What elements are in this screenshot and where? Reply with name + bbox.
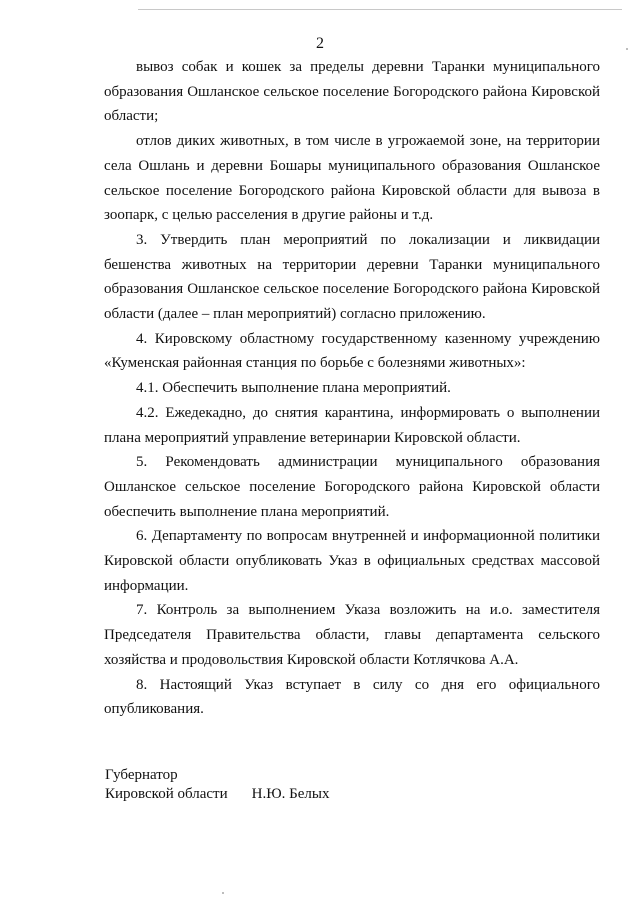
signature-block [105, 766, 329, 804]
signature-region: Кировской области [105, 786, 228, 802]
scan-top-edge-line [138, 9, 622, 10]
paragraph-item-8: 8. Настоящий Указ вступает в силу со дня его официального опубликования. [104, 676, 600, 718]
signature-name: Н.Ю. Белых [251, 786, 330, 802]
paragraph-wild-animals: отлов диких животных, в том числе в угрожаемой зоне, на территории села Ошлань и деревни Бошары муниципального образования Ошланское сельское поселение Богородского района Кировской области для вывоза в зоопарк, с целью расселения в другие районы и т.д. [104, 133, 600, 224]
paragraph-item-4: 4. Кировскому областному государственному казенному учреждению «Куменская районная станция по борьбе с болезнями животных»: [104, 330, 600, 372]
scan-speck [222, 892, 224, 894]
signature-title: Губернатор [105, 767, 178, 783]
paragraph-item-6: 6. Департаменту по вопросам внутренней и информационной политики Кировской области опубликовать Указ в официальных средствах массовой информации. [104, 528, 600, 594]
paragraph-item-7: 7. Контроль за выполнением Указа возложить на и.о. заместителя Председателя Правительства области, главы департамента сельского хозяйства и продовольствия Кировской области Котлячкова А.А. [104, 602, 600, 668]
document-body [104, 55, 600, 722]
paragraph-item-3: 3. Утвердить план мероприятий по локализации и ликвидации бешенства животных на территории деревни Таранки муниципального образования Ошланское сельское поселение Богородского района Кировской области (далее – план мероприятий) согласно приложению. [104, 231, 600, 323]
paragraph-stray-dogs-cats: вывоз собак и кошек за пределы деревни Таранки муниципального образования Ошланское сельское поселение Богородского района Кировской области; [104, 59, 600, 125]
signature-line [105, 785, 329, 804]
paragraph-item-5: 5. Рекомендовать администрации муниципального образования Ошланское сельское поселение Богородского района Кировской области обеспечить выполнение плана мероприятий. [104, 454, 600, 520]
scan-speck [626, 48, 628, 50]
paragraph-item-4-2: 4.2. Ежедекадно, до снятия карантина, информировать о выполнении плана мероприятий управление ветеринарии Кировской области. [104, 404, 600, 446]
page-number: 2 [316, 35, 324, 52]
paragraph-item-4-1: 4.1. Обеспечить выполнение плана мероприятий. [136, 380, 451, 397]
